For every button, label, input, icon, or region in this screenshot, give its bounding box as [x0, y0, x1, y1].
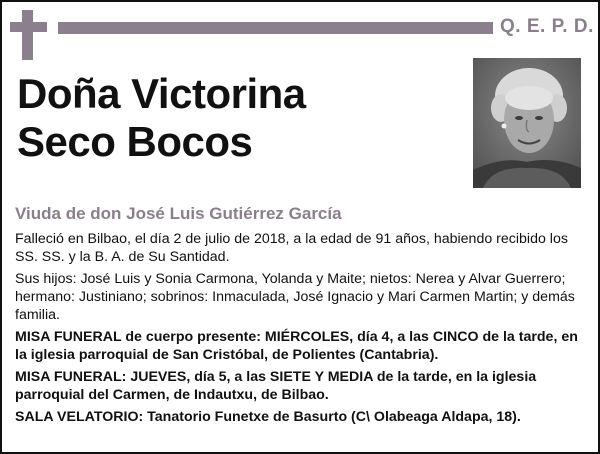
qepd-label: Q. E. P. D.: [500, 16, 594, 37]
deceased-name-line2: Seco Bocos: [17, 118, 253, 165]
wake-location: SALA VELATORIO: Tanatorio Funetxe de Basurto (C\ Olabeaga Aldapa, 18).: [15, 409, 521, 425]
portrait-photo: [473, 58, 581, 188]
deceased-name-line1: Doña Victorina: [17, 70, 306, 117]
funeral-mass-2: MISA FUNERAL: JUEVES, día 5, a las SIETE Y MEDIA de la tarde, en la iglesia parroquial del Carmen, de Indautxu, de Bilbao.: [15, 369, 537, 403]
portrait-illustration: [473, 58, 581, 188]
widow-of: Viuda de don José Luis Gutiérrez García: [15, 204, 342, 223]
notice-body: [15, 230, 587, 430]
cross-icon-horizontal: [10, 22, 47, 32]
cross-icon-vertical: [22, 10, 33, 60]
header-rule: [58, 22, 493, 34]
death-notice-text: Falleció en Bilbao, el día 2 de julio de 2018, a la edad de 91 años, habiendo recibido los SS. SS. y la B. A. de Su Santidad.: [15, 231, 568, 265]
deceased-name: [17, 70, 306, 166]
family-text: Sus hijos: José Luis y Sonia Carmona, Yolanda y Maite; nietos: Nerea y Alvar Guerrero; hermano: Justiniano; sobrinos: Inmaculada, José Ignacio y Mari Carmen Martin; y demás familia.: [15, 271, 575, 323]
funeral-mass-1: MISA FUNERAL de cuerpo presente: MIÉRCOLES, día 4, a las CINCO de la tarde, en la iglesia parroquial de San Cristóbal, de Polientes (Cantabria).: [15, 329, 578, 363]
